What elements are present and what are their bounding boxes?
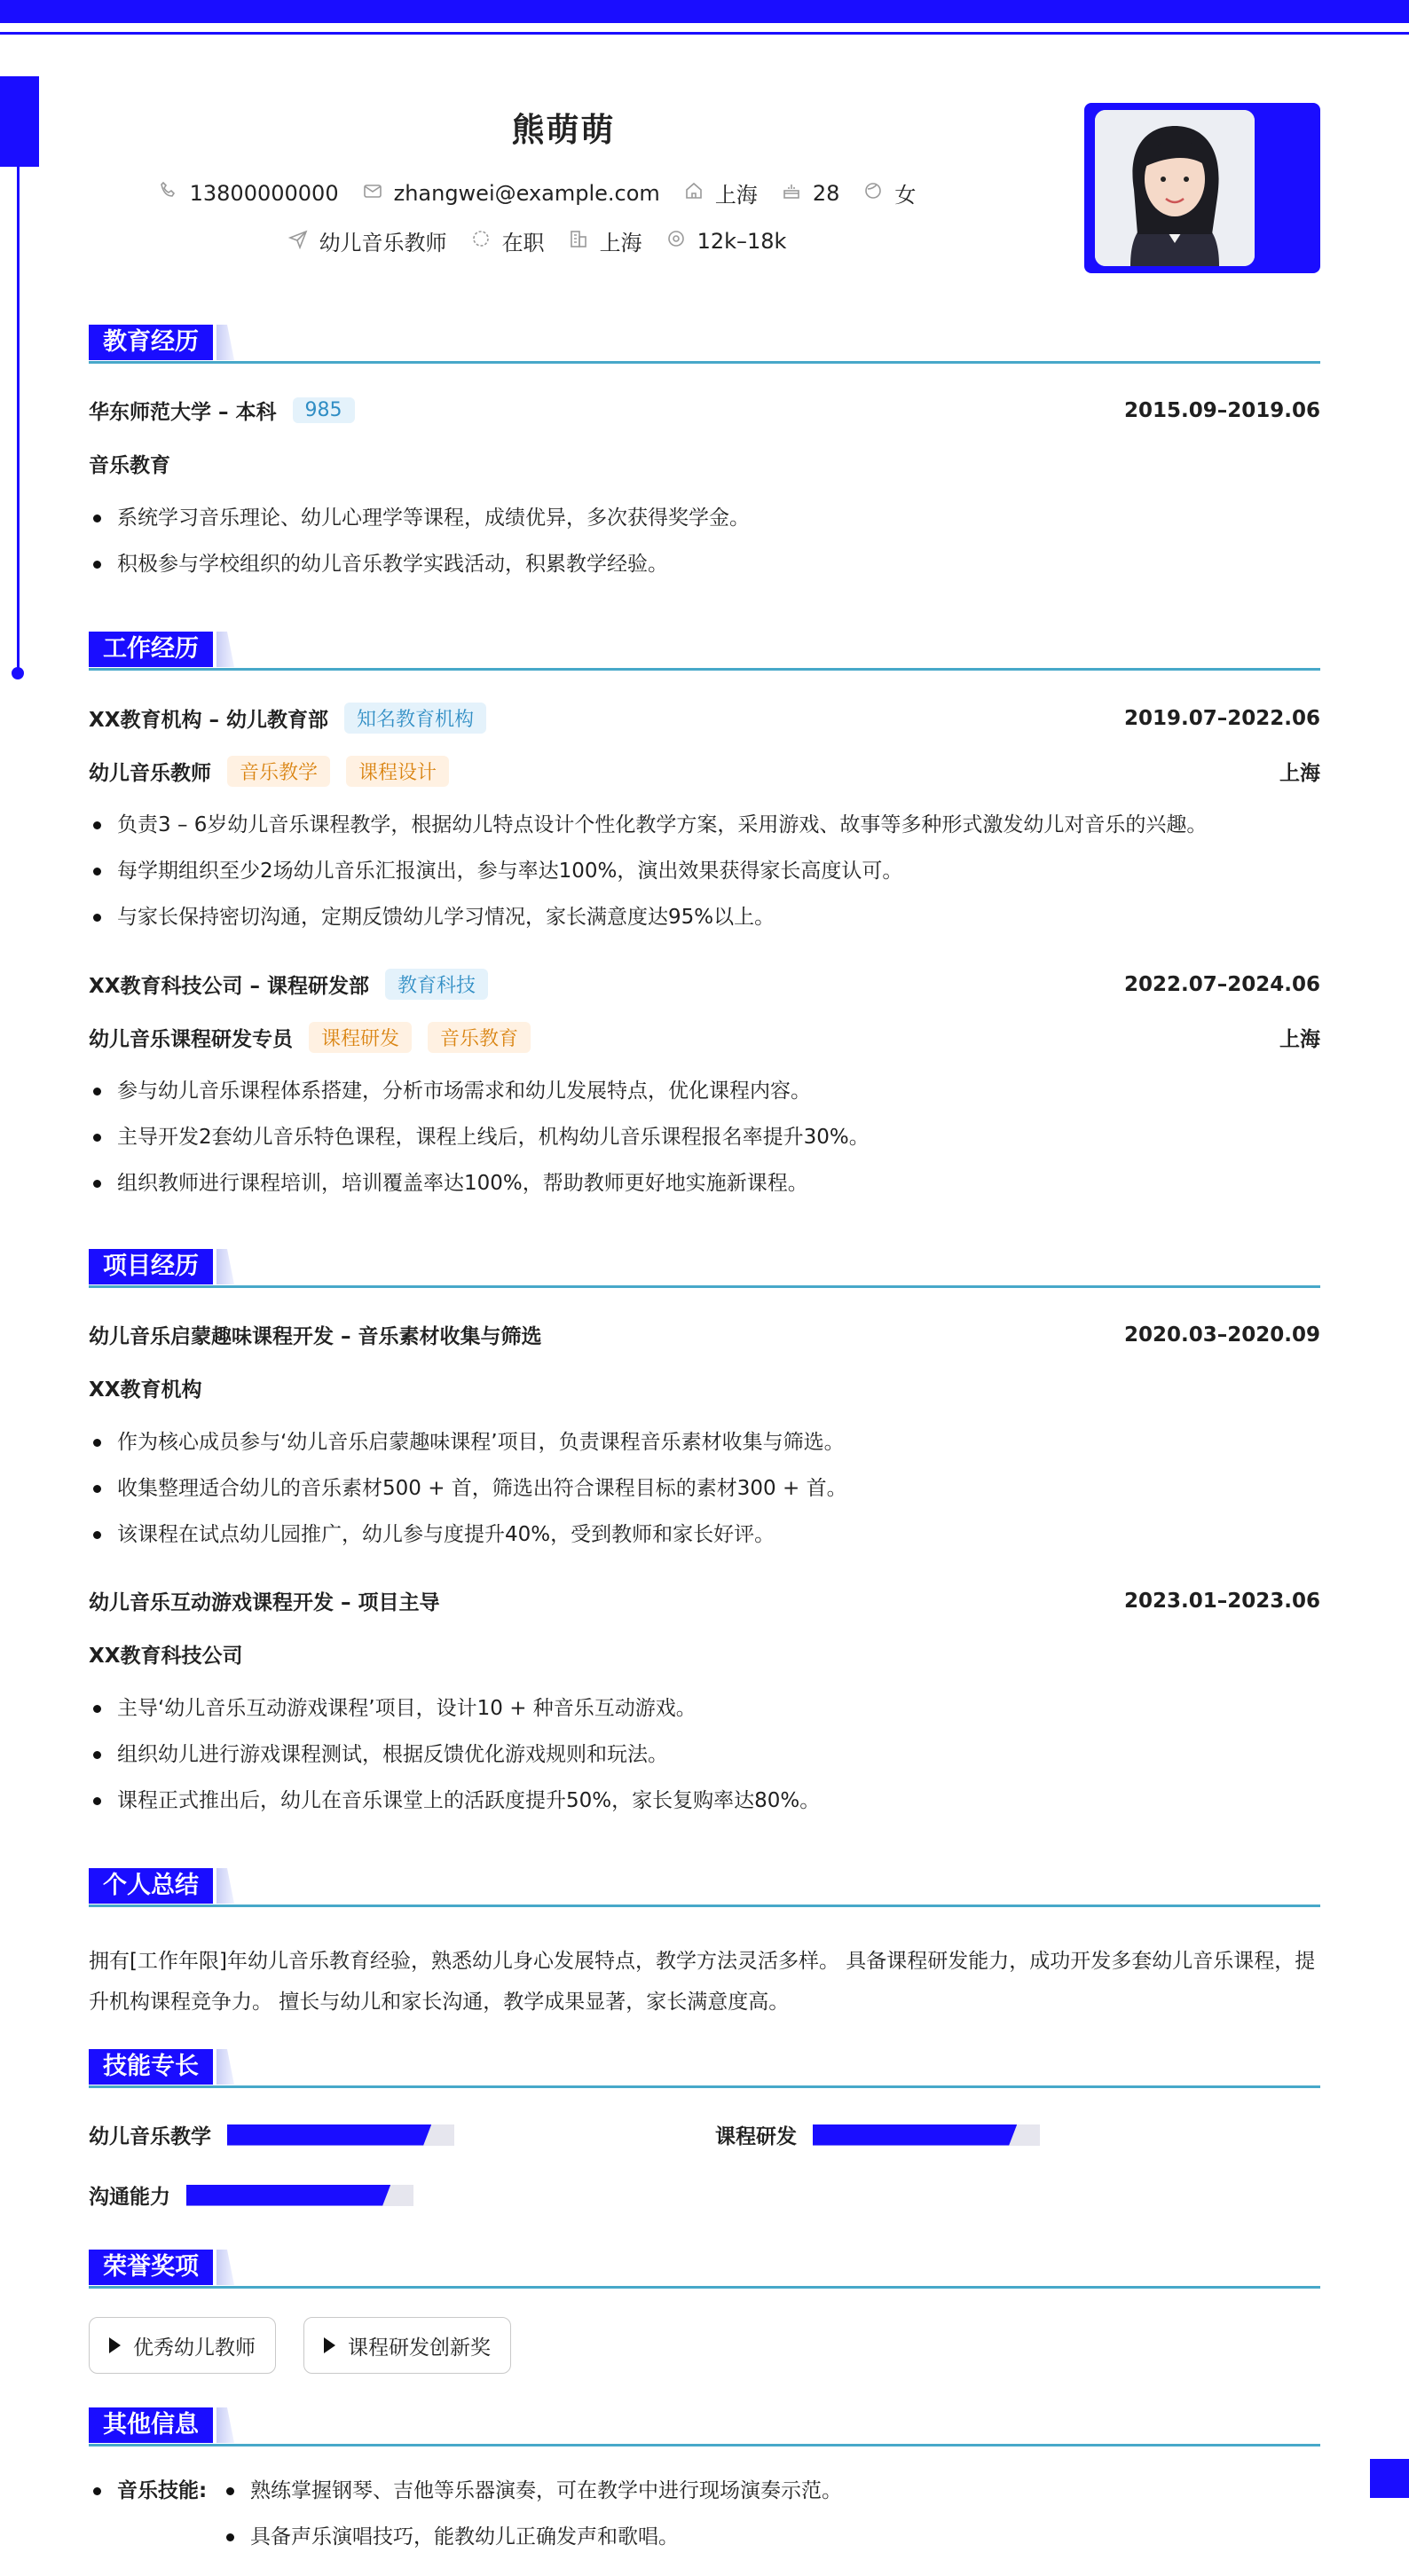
salary-item: [665, 228, 787, 255]
school-tag: 985: [293, 397, 355, 423]
job-bullets: [89, 802, 1320, 940]
section-title-tail: [216, 2250, 234, 2285]
project-dates: 2020.03–2020.09: [1123, 1323, 1320, 1347]
skill-item: [89, 2180, 413, 2210]
age-text: 28: [812, 180, 840, 206]
section-title-tail: [216, 2049, 234, 2085]
section-title-tail: [216, 1868, 234, 1904]
mail-icon: [362, 180, 383, 207]
project-bullets: [89, 1419, 1320, 1558]
project-org-row: [89, 1639, 1320, 1669]
summary-text: 拥有[工作年限]年幼儿音乐教育经验，熟悉幼儿身心发展特点，教学方法灵活多样。 具备课程研发能力，成功开发多套幼儿音乐课程，提升机构课程竞争力。 擅长与幼儿和家长沟通，教学成果显著，家长满意度高。: [89, 1950, 1316, 2014]
section-header: [89, 2407, 1320, 2446]
education-dates: 2015.09–2019.06: [1123, 398, 1320, 422]
age-item: [781, 180, 840, 207]
location-item: [683, 177, 758, 208]
job-skill-tag: 音乐教学: [227, 756, 330, 787]
section-title: 教育经历: [89, 325, 213, 360]
section-header: [89, 1868, 1320, 1907]
skill-bar-fill: [186, 2185, 390, 2206]
avatar: [1095, 110, 1255, 266]
education-bullets: [89, 495, 1320, 587]
section-title-tail: [216, 325, 234, 360]
section-title: 荣誉奖项: [89, 2250, 213, 2285]
list-item: 与家长保持密切沟通，定期反馈幼儿学习情况，家长满意度达95%以上。: [89, 894, 1320, 940]
award-chip: [89, 2317, 276, 2374]
building-icon: [568, 228, 589, 255]
project-name: 幼儿音乐互动游戏课程开发 – 项目主导: [89, 1591, 440, 1614]
section-title: 工作经历: [89, 632, 213, 667]
job-role-row: [89, 1022, 1320, 1053]
list-item: 熟练掌握钢琴、吉他等乐器演奏，可在教学中进行现场演奏示范。: [222, 2468, 1320, 2514]
side-accent-dot: [12, 667, 24, 679]
skill-bar: [186, 2185, 413, 2206]
section-header: [89, 2049, 1320, 2088]
list-item: 系统学习音乐理论、幼儿心理学等课程，成绩优异，多次获得奖学金。: [89, 495, 1320, 541]
candidate-name: 熊萌萌: [511, 111, 616, 149]
home-icon: [683, 180, 704, 207]
award-label: 课程研发创新奖: [348, 2336, 491, 2360]
photo-frame: [1084, 103, 1320, 273]
major-row: [89, 449, 1320, 478]
phone-icon: [158, 180, 179, 207]
top-accent-line: [0, 32, 1409, 35]
job-role-row: [89, 756, 1320, 787]
list-item: 组织教师进行课程培训，培训覆盖率达100%，帮助教师更好地实施新课程。: [89, 1160, 1320, 1206]
status-item: [470, 225, 545, 256]
list-item: 主导‘幼儿音乐互动游戏课程’项目，设计10 + 种音乐互动游戏。: [89, 1685, 1320, 1732]
project-org: XX教育科技公司: [89, 1645, 243, 1668]
section-header: [89, 632, 1320, 671]
other-items: [222, 2468, 1320, 2560]
list-item: 该课程在试点幼儿园推广，幼儿参与度提升40%，受到教师和家长好评。: [89, 1512, 1320, 1558]
skill-item: [89, 2120, 454, 2149]
contact-row-primary: [0, 177, 1074, 208]
section-title-tail: [216, 632, 234, 667]
list-item: 收集整理适合幼儿的音乐素材500 + 首，筛选出符合课程目标的素材300 + 首。: [89, 1465, 1320, 1512]
list-item: 组织幼儿进行游戏课程测试，根据反馈优化游戏规则和玩法。: [89, 1732, 1320, 1778]
job-skill-tag: 课程研发: [309, 1022, 412, 1053]
salary-text: 12k–18k: [697, 228, 787, 254]
gender-item: [862, 177, 916, 208]
project-dates: 2023.01–2023.06: [1123, 1589, 1320, 1613]
skill-bar-fill: [227, 2124, 431, 2146]
phone-item: [158, 180, 339, 207]
list-item: 作为核心成员参与‘幼儿音乐启蒙趣味课程’项目，负责课程音乐素材收集与筛选。: [89, 1419, 1320, 1465]
section-title-tail: [216, 1249, 234, 1284]
gender-icon: [862, 180, 884, 207]
project-name-row: [89, 1586, 1320, 1615]
salary-icon: [665, 228, 687, 255]
award-chip: [303, 2317, 511, 2374]
gender-text: 女: [894, 183, 917, 208]
major-text: 音乐教育: [89, 454, 170, 477]
job-city: 上海: [1279, 762, 1320, 785]
skill-name: 幼儿音乐教学: [89, 2125, 211, 2148]
project-org-row: [89, 1373, 1320, 1402]
skill-name: 课程研发: [715, 2125, 797, 2148]
send-icon: [287, 228, 309, 255]
job-org: XX教育机构 – 幼儿教育部: [89, 709, 328, 732]
list-item: 每学期组织至少2场幼儿音乐汇报演出，参与率达100%，演出效果获得家长高度认可。: [89, 848, 1320, 894]
job-org: XX教育科技公司 – 课程研发部: [89, 975, 369, 998]
job-bullets: [89, 1068, 1320, 1206]
skill-bar-fill: [813, 2124, 1017, 2146]
awards-section: [89, 2250, 1320, 2360]
job-title-item: [287, 225, 447, 256]
job-org-tag: 教育科技: [385, 969, 488, 1000]
cake-icon: [781, 180, 802, 207]
play-icon: [109, 2337, 121, 2353]
section-title: 项目经历: [89, 1249, 213, 1284]
job-role: 幼儿音乐教师: [89, 762, 211, 785]
section-title: 技能专长: [89, 2049, 213, 2085]
corner-accent-block: [1370, 2459, 1409, 2498]
job-skill-tag: 课程设计: [346, 756, 449, 787]
work-city-text: 上海: [599, 231, 642, 255]
contact-row-secondary: [0, 225, 1074, 256]
location-text: 上海: [714, 183, 758, 208]
list-item: 参与幼儿音乐课程体系搭建，分析市场需求和幼儿发展特点，优化课程内容。: [89, 1068, 1320, 1114]
status-text: 在职: [501, 231, 545, 255]
top-accent-bar: [0, 0, 1409, 23]
school-name: 华东师范大学 – 本科: [89, 401, 277, 424]
summary-section: [89, 1868, 1320, 2014]
job-dates: 2019.07–2022.06: [1123, 706, 1320, 730]
list-item: 课程正式推出后，幼儿在音乐课堂上的活跃度提升50%，家长复购率达80%。: [89, 1778, 1320, 1824]
skill-bar: [813, 2124, 1040, 2146]
skill-bar: [227, 2124, 454, 2146]
work-city-item: [568, 225, 642, 256]
section-title: 个人总结: [89, 1868, 213, 1904]
other-label: 音乐技能:: [89, 2468, 222, 2514]
section-header: [89, 1249, 1320, 1288]
play-icon: [324, 2337, 335, 2353]
award-label: 优秀幼儿教师: [133, 2336, 256, 2360]
skills-section: [89, 2049, 1320, 2209]
job-dates: 2022.07–2024.06: [1123, 972, 1320, 996]
job-org-tag: 知名教育机构: [344, 703, 486, 734]
job-city: 上海: [1279, 1028, 1320, 1051]
project-name: 幼儿音乐启蒙趣味课程开发 – 音乐素材收集与筛选: [89, 1325, 542, 1348]
section-title-tail: [216, 2407, 234, 2443]
skill-name: 沟通能力: [89, 2186, 170, 2209]
section-title: 其他信息: [89, 2407, 213, 2443]
project-org: XX教育机构: [89, 1378, 202, 1402]
other-label-list: [89, 2468, 222, 2514]
skill-item: [715, 2120, 1040, 2149]
job-org-row: [89, 969, 1320, 1000]
list-item: 具备声乐演唱技巧，能教幼儿正确发声和歌唱。: [222, 2514, 1320, 2560]
project-name-row: [89, 1320, 1320, 1349]
section-header: [89, 2250, 1320, 2289]
list-item: 负责3 – 6岁幼儿音乐课程教学，根据幼儿特点设计个性化教学方案，采用游戏、故事等多种形式激发幼儿对音乐的兴趣。: [89, 802, 1320, 848]
status-icon: [470, 228, 492, 255]
projects-section: [89, 1249, 1320, 1812]
job-skill-tag: 音乐教育: [428, 1022, 531, 1053]
email-item: [362, 180, 660, 207]
side-accent-block: [0, 76, 39, 167]
project-bullets: [89, 1685, 1320, 1824]
job-title-text: 幼儿音乐教师: [319, 231, 447, 255]
section-header: [89, 325, 1320, 364]
email-text: zhangwei@example.com: [393, 180, 660, 206]
job-org-row: [89, 703, 1320, 734]
work-section: [89, 632, 1320, 1195]
other-section: [89, 2407, 1320, 2549]
education-row: [89, 396, 1320, 425]
list-item: 积极参与学校组织的幼儿音乐教学实践活动，积累教学经验。: [89, 541, 1320, 587]
job-role: 幼儿音乐课程研发专员: [89, 1028, 293, 1051]
list-item: 主导开发2套幼儿音乐特色课程，课程上线后，机构幼儿音乐课程报名率提升30%。: [89, 1114, 1320, 1160]
education-section: [89, 325, 1320, 576]
phone-text: 13800000000: [189, 180, 339, 206]
